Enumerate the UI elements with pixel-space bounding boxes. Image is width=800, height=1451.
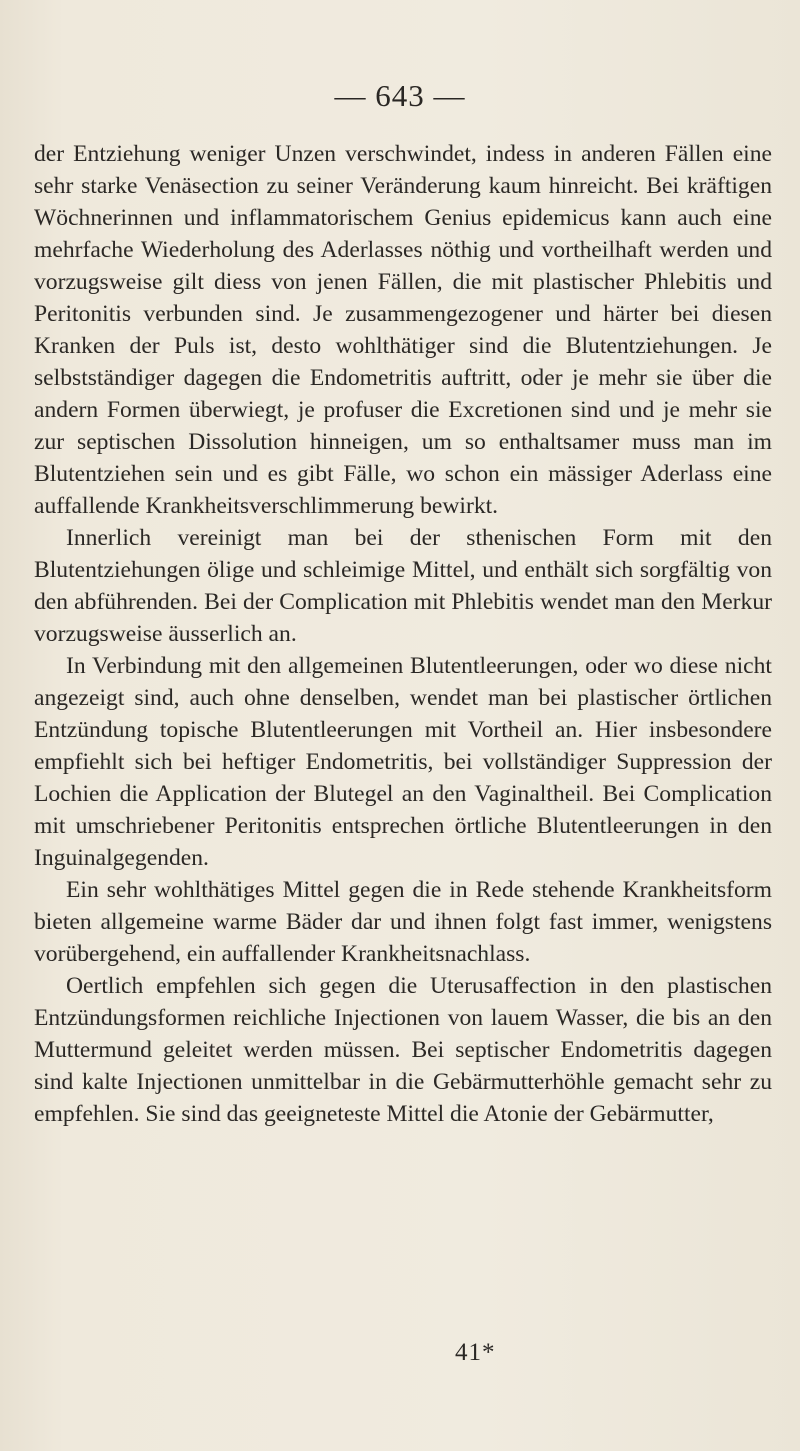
signature-mark: 41* (455, 1339, 496, 1366)
paragraph-5: Oertlich empfehlen sich gegen die Uterusaffection in den plastischen Entzündungsformen reichliche Injectionen von lauem Wasser, die bis an den Muttermund geleitet werden müssen. Bei septischer Endometritis dagegen sind kalte Injectionen unmittelbar in die Gebärmutterhöhle gemacht sehr zu empfehlen. Sie sind das geeigneteste Mittel die Atonie der Gebärmutter, (34, 973, 772, 1127)
paragraph-1: der Entziehung weniger Unzen verschwindet, indess in anderen Fällen eine sehr starke Venäsection zu seiner Veränderung kaum hinreicht. Bei kräftigen Wöchnerinnen und inflammatorischem Genius epidemicus kann auch eine mehrfache Wiederholung des Aderlasses nöthig und vortheilhaft werden und vorzugsweise gilt diess von jenen Fällen, die mit plastischer Phlebitis und Peritonitis verbunden sind. Je zusammengezogener und härter bei diesen Kranken der Puls ist, desto wohlthätiger sind die Blutentziehungen. Je selbstständiger dagegen die Endometritis auftritt, oder je mehr sie über die andern Formen überwiegt, je profuser die Excretionen sind und je mehr sie zur septischen Dissolution hinneigen, um so enthaltsamer muss man im Blutentziehen sein und es gibt Fälle, wo schon ein mässiger Aderlass eine auffallende Krankheitsverschlimmerung bewirkt. (34, 141, 772, 519)
paragraph-3: In Verbindung mit den allgemeinen Blutentleerungen, oder wo diese nicht angezeigt sind, auch ohne denselben, wendet man bei plastischer örtlichen Entzündung topische Blutentleerungen mit Vortheil an. Hier insbesondere empfiehlt sich bei heftiger Endometritis, bei vollständiger Suppression der Lochien die Application der Blutegel an den Vaginaltheil. Bei Complication mit umschriebener Peritonitis entsprechen örtliche Blutentleerungen in den Inguinalgegenden. (34, 653, 772, 871)
body-text (34, 138, 772, 1130)
paragraph-4: Ein sehr wohlthätiges Mittel gegen die in Rede stehende Krankheitsform bieten allgemeine warme Bäder dar und ihnen folgt fast immer, wenigstens vorübergehend, ein auffallender Krankheitsnachlass. (34, 877, 772, 967)
page-number: — 643 — (334, 78, 466, 113)
paragraph-2: Innerlich vereinigt man bei der sthenischen Form mit den Blutentziehungen ölige und schleimige Mittel, und enthält sich sorgfältig von den abführenden. Bei der Complication mit Phlebitis wendet man den Merkur vorzugsweise äusserlich an. (34, 525, 772, 647)
